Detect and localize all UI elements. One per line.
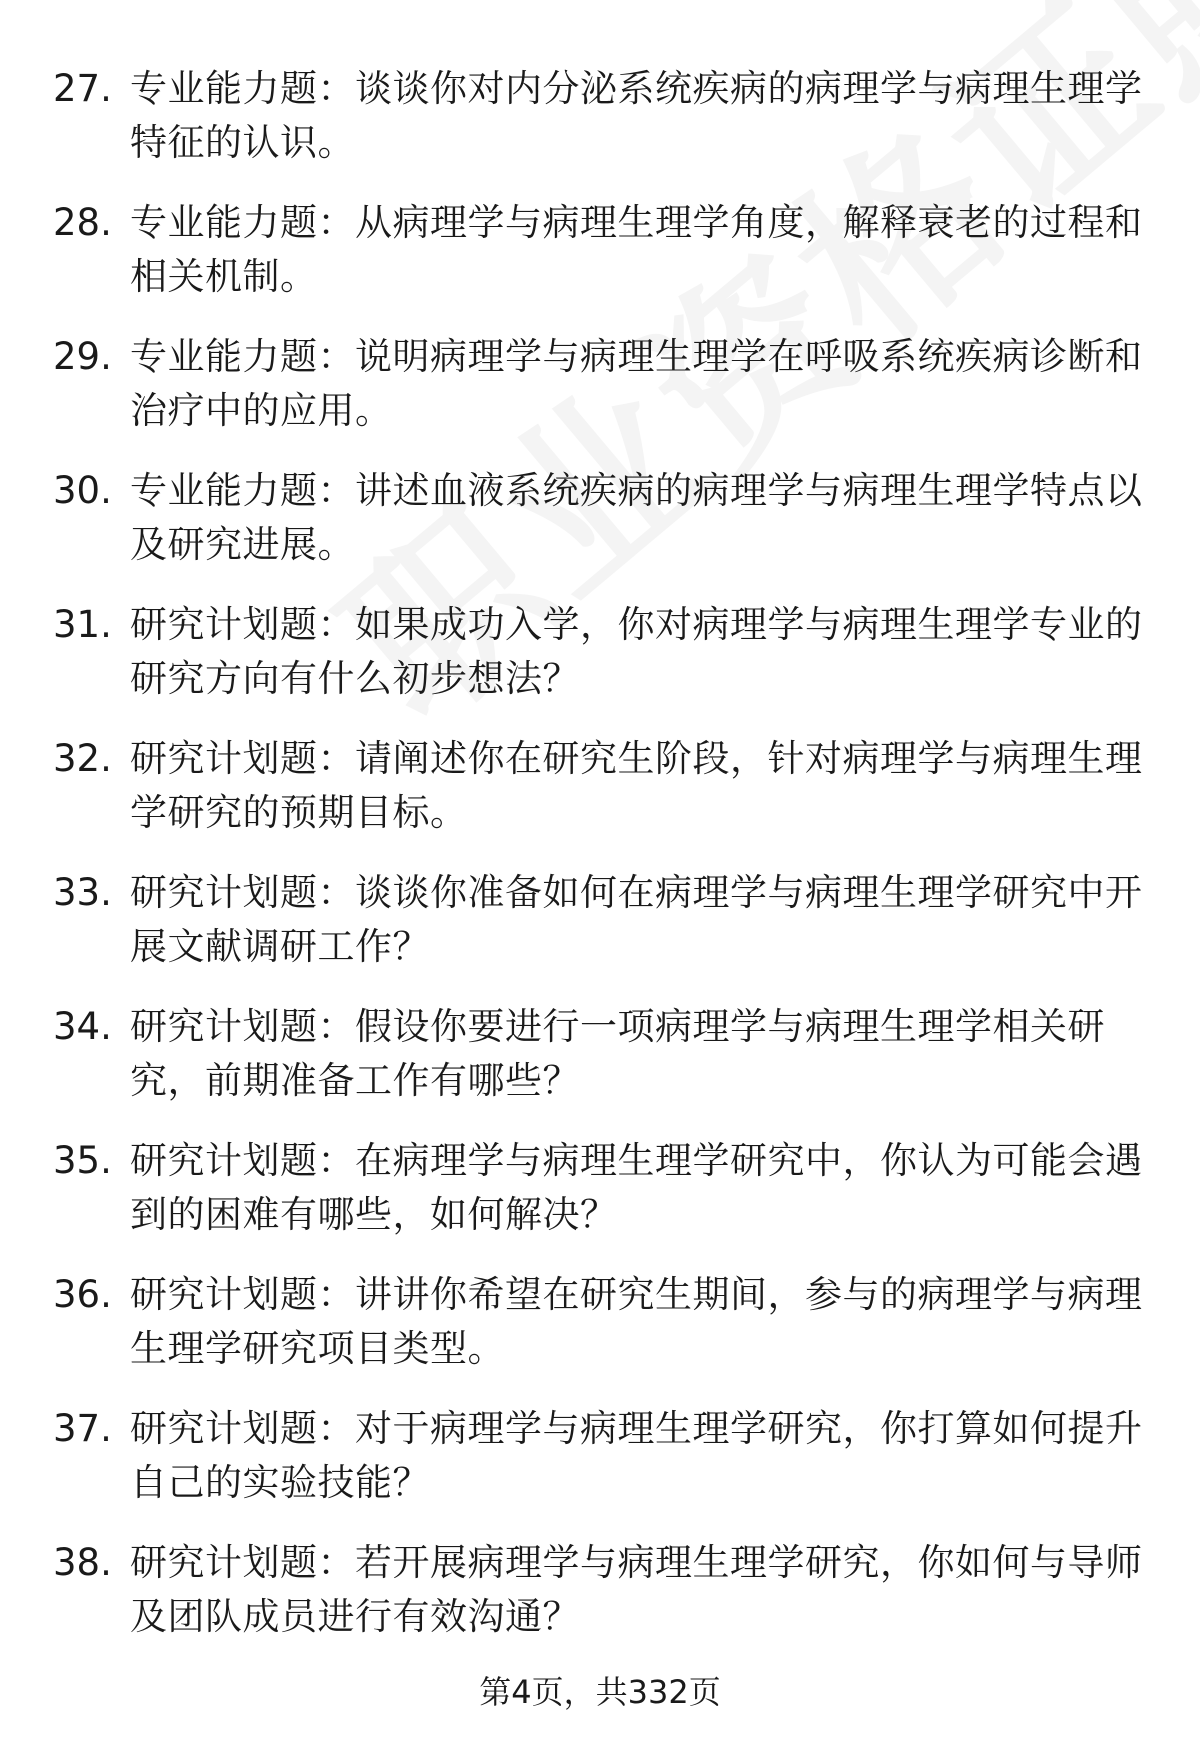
question-item <box>0 1402 1200 1536</box>
question-item <box>0 1134 1200 1268</box>
question-text: 专业能力题：讲述血液系统疾病的病理学与病理生理学特点以及研究进展。 <box>130 469 1143 566</box>
question-number: 30. <box>53 469 112 512</box>
question-item <box>0 330 1200 464</box>
question-number: 36. <box>53 1273 112 1316</box>
question-text: 研究计划题：请阐述你在研究生阶段，针对病理学与病理生理学研究的预期目标。 <box>130 737 1143 834</box>
question-item <box>0 598 1200 732</box>
question-text: 研究计划题：讲讲你希望在研究生期间，参与的病理学与病理生理学研究项目类型。 <box>130 1273 1143 1370</box>
question-number: 34. <box>53 1005 112 1048</box>
question-number: 38. <box>53 1541 112 1584</box>
question-text: 研究计划题：在病理学与病理生理学研究中，你认为可能会遇到的困难有哪些，如何解决？ <box>130 1139 1143 1236</box>
question-number: 37. <box>53 1407 112 1450</box>
question-number: 27. <box>53 67 112 110</box>
question-number: 29. <box>53 335 112 378</box>
question-list <box>0 62 1200 1670</box>
question-item <box>0 1268 1200 1402</box>
question-number: 32. <box>53 737 112 780</box>
question-item <box>0 62 1200 196</box>
question-text: 研究计划题：如果成功入学，你对病理学与病理生理学专业的研究方向有什么初步想法？ <box>130 603 1143 700</box>
page-footer: 第4页，共332页 <box>479 1673 721 1711</box>
question-text: 研究计划题：谈谈你准备如何在病理学与病理生理学研究中开展文献调研工作？ <box>130 871 1143 968</box>
question-number: 31. <box>53 603 112 646</box>
question-text: 研究计划题：假设你要进行一项病理学与病理生理学相关研究，前期准备工作有哪些？ <box>130 1005 1105 1102</box>
question-item <box>0 1000 1200 1134</box>
question-item <box>0 196 1200 330</box>
question-item <box>0 1536 1200 1670</box>
question-number: 33. <box>53 871 112 914</box>
question-number: 35. <box>53 1139 112 1182</box>
question-text: 专业能力题：谈谈你对内分泌系统疾病的病理学与病理生理学特征的认识。 <box>130 67 1143 164</box>
question-item <box>0 464 1200 598</box>
question-text: 研究计划题：对于病理学与病理生理学研究，你打算如何提升自己的实验技能？ <box>130 1407 1143 1504</box>
question-text: 研究计划题：若开展病理学与病理生理学研究，你如何与导师及团队成员进行有效沟通？ <box>130 1541 1143 1638</box>
question-item <box>0 866 1200 1000</box>
question-text: 专业能力题：从病理学与病理生理学角度，解释衰老的过程和相关机制。 <box>130 201 1143 298</box>
question-text: 专业能力题：说明病理学与病理生理学在呼吸系统疾病诊断和治疗中的应用。 <box>130 335 1143 432</box>
question-number: 28. <box>53 201 112 244</box>
question-item <box>0 732 1200 866</box>
